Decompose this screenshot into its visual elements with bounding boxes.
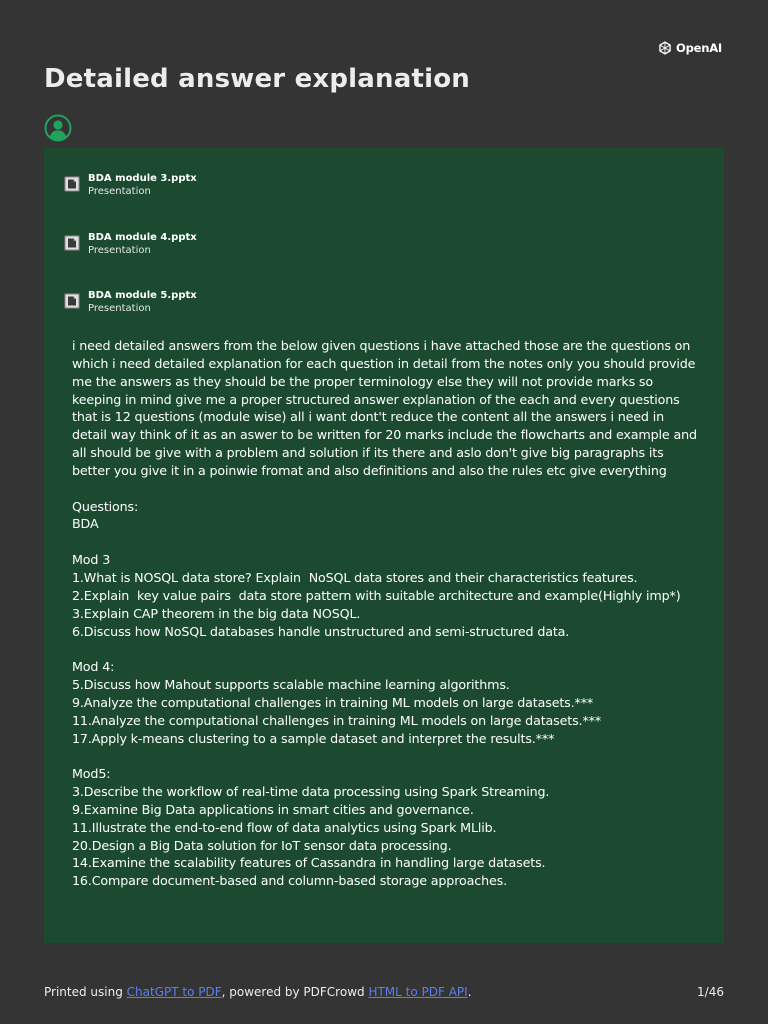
file-icon [64, 176, 80, 192]
openai-brand [657, 40, 722, 56]
brand-name: OpenAI [676, 41, 722, 55]
attachment-type: Presentation [88, 186, 151, 197]
user-avatar-icon [44, 114, 72, 142]
print-footer [44, 985, 472, 999]
message-text: i need detailed answers from the below given questions i have attached those are the questions on which i need detailed explanation for each question in detail from the notes only you should provide me the answers as they should be the proper terminology else they will not provide marks so keeping in mind give me a proper structured answer explanation of the each and every questions that is 12 questions (module wise) all i want dont't reduce the content all the answers i need in detail way think of it as an aswer to be written for 20 marks include the flowcharts and example and all should be give with a problem and solution if its there and aslo don't give big paragraphs its better you give it in a poinwie fromat and also definitions and also the rules etc give everything Questions: BDA Mod 3 1.What is NOSQL data store? Explain NoSQL data stores and their characteristics features. 2.Explain key value pairs data store pattern with suitable architecture and example(Highly imp*) 3.Explain CAP theorem in the big data NOSQL. 6.Discuss how NoSQL databases handle unstructured and semi-structured data. Mod 4: 5.Discuss how Mahout supports scalable machine learning algorithms. 9.Analyze the computational challenges in training ML models on large datasets.*** 11.Analyze the computational challenges in training ML models on large datasets.*** 17.Apply k-means clustering to a sample dataset and interpret the results.*** Mod5: 3.Describe the workflow of real-time data processing using Spark Streaming. 9.Examine Big Data applications in smart cities and governance. 11.Illustrate the end-to-end flow of data analytics using Spark MLlib. 20.Design a Big Data solution for IoT sensor data processing. 14.Examine the scalability features of Cassandra in handling large datasets. 16.Compare document-based and column-based storage approaches. [72, 338, 697, 889]
attachment-type: Presentation [88, 303, 151, 314]
footer-middle: , powered by PDFCrowd [221, 985, 369, 999]
attachment-bda-module-4[interactable] [64, 231, 197, 257]
attachment-type: Presentation [88, 245, 151, 256]
user-message [44, 148, 724, 943]
page-number: 1/46 [697, 985, 724, 999]
file-icon [64, 235, 80, 251]
attachment-bda-module-3[interactable] [64, 172, 197, 198]
attachment-bda-module-5[interactable] [64, 289, 197, 315]
attachment-name: BDA module 3.pptx [88, 173, 197, 184]
page-title: Detailed answer explanation [44, 64, 471, 94]
file-icon [64, 293, 80, 309]
footer-prefix: Printed using [44, 985, 127, 999]
attachment-name: BDA module 4.pptx [88, 232, 197, 243]
html-to-pdf-api-link[interactable]: HTML to PDF API [368, 985, 468, 999]
attachment-name: BDA module 5.pptx [88, 290, 197, 301]
chatgpt-to-pdf-link[interactable]: ChatGPT to PDF [126, 985, 222, 999]
footer-suffix: . [467, 985, 472, 999]
openai-logo-icon [657, 40, 673, 56]
